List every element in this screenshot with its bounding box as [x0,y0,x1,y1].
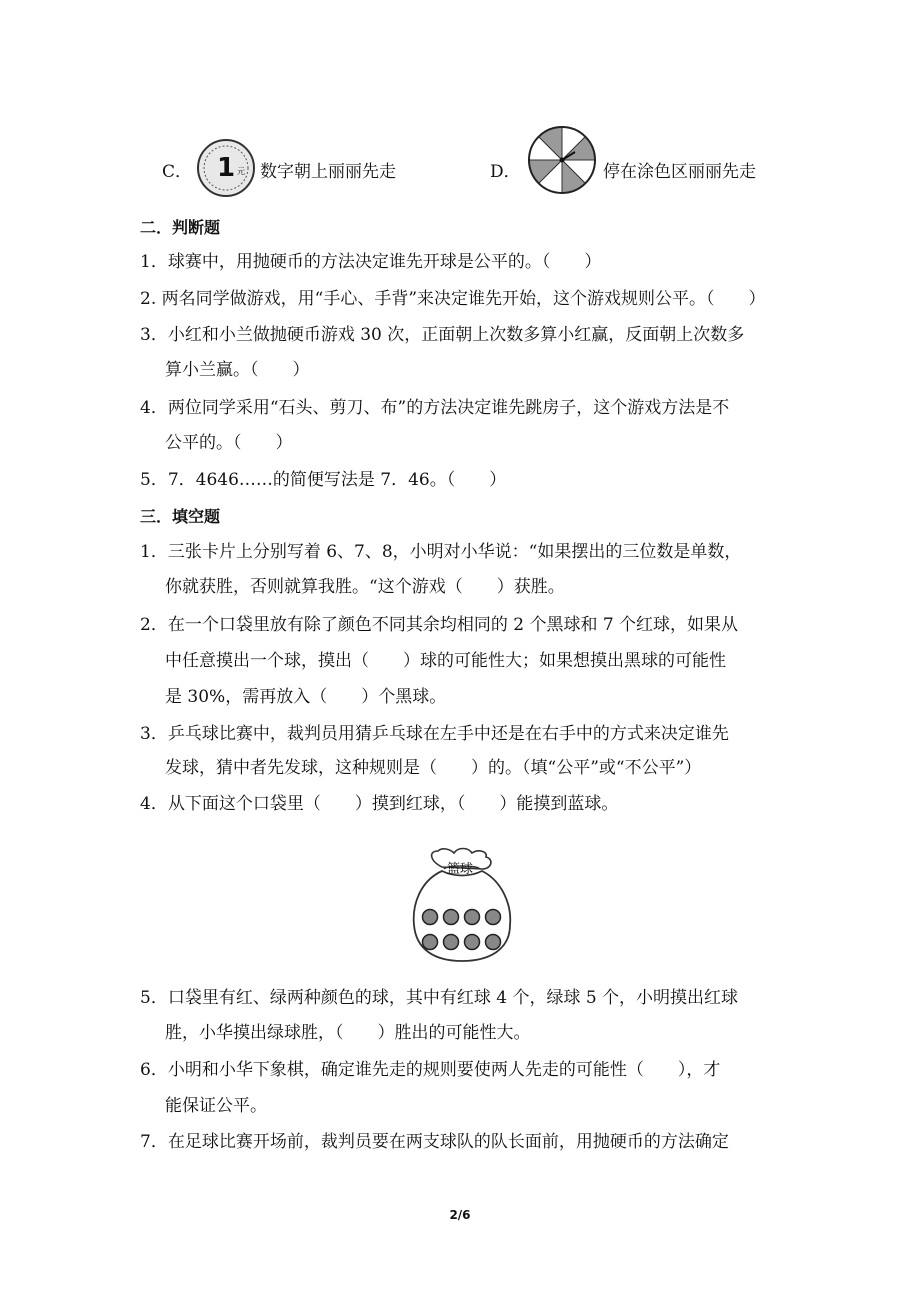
fill-q4: 4．从下面这个口袋里（ ）摸到红球，（ ）能摸到蓝球。 [140,794,619,814]
judge-q1: 1．球赛中，用抛硬币的方法决定谁先开球是公平的。（ ） [140,252,602,272]
section-3-title: 三．填空题 [140,507,221,526]
judge-q2: 2. 两名同学做游戏，用“手心、手背”来决定谁先开始，这个游戏规则公平。（ ） [140,289,766,309]
fill-q6-line1: 6．小明和小华下象棋，确定谁先走的规则要使两人先走的可能性（ ），才 [140,1060,721,1080]
bag-ball [444,910,459,925]
fill-q2-line3: 是 30%，需再放入（ ）个黑球。 [165,687,447,707]
bag-ball [465,935,480,950]
option-c-text: 数字朝上丽丽先走 [260,162,396,182]
judge-q5: 5．7．4646……的简便写法是 7．46。（ ） [140,470,507,490]
fill-q7-line1: 7．在足球比赛开场前，裁判员要在两支球队的队长面前，用抛硬币的方法确定 [140,1132,729,1152]
bag-ball [465,910,480,925]
judge-q4-line1: 4．两位同学采用“石头、剪刀、布”的方法决定谁先跳房子，这个游戏方法是不 [140,398,730,418]
option-d-label: D． [490,162,521,182]
fill-q1-line2: 你就获胜，否则就算我胜。“这个游戏（ ）获胜。 [165,577,565,597]
fill-q2-line2: 中任意摸出一个球，摸出（ ）球的可能性大；如果想摸出黑球的可能性 [165,651,726,671]
coin-icon [196,138,256,198]
bag-ball [423,935,438,950]
judge-q3-line2: 算小兰赢。（ ） [165,360,310,380]
fill-q3-line2: 发球，猜中者先发球，这种规则是（ ）的。（填“公平”或“不公平”） [165,758,702,778]
option-c-label: C． [162,162,193,182]
ball-bag-illustration [408,845,516,967]
page-number: 2/6 [449,1208,471,1222]
fill-q5-line2: 胜，小华摸出绿球胜，（ ）胜出的可能性大。 [165,1023,531,1043]
judge-q3-line1: 3．小红和小兰做抛硬币游戏 30 次，正面朝上次数多算小红赢，反面朝上次数多 [140,325,745,345]
fill-q6-line2: 能保证公平。 [165,1096,267,1116]
section-2-title: 二．判断题 [140,218,221,237]
coin-unit: 元 [237,167,245,176]
fill-q2-line1: 2．在一个口袋里放有除了颜色不同其余均相同的 2 个黑球和 7 个红球，如果从 [140,615,739,635]
bag-ball [423,910,438,925]
coin-numeral: 1 [216,153,236,183]
bag-ball [444,935,459,950]
judge-q4-line2: 公平的。（ ） [165,433,293,453]
spinner-icon [526,124,598,196]
fill-q1-line1: 1．三张卡片上分别写着 6、7、8，小明对小华说：“如果摆出的三位数是单数， [140,542,742,562]
bag-label: 篮球 [446,862,474,877]
fill-q3-line1: 3．乒乓球比赛中，裁判员用猜乒乓球在左手中还是在右手中的方式来决定谁先 [140,724,729,744]
option-d-text: 停在涂色区丽丽先走 [603,162,756,182]
fill-q5-line1: 5．口袋里有红、绿两种颜色的球，其中有红球 4 个，绿球 5 个，小明摸出红球 [140,988,739,1008]
bag-ball [486,910,501,925]
bag-ball [486,935,501,950]
